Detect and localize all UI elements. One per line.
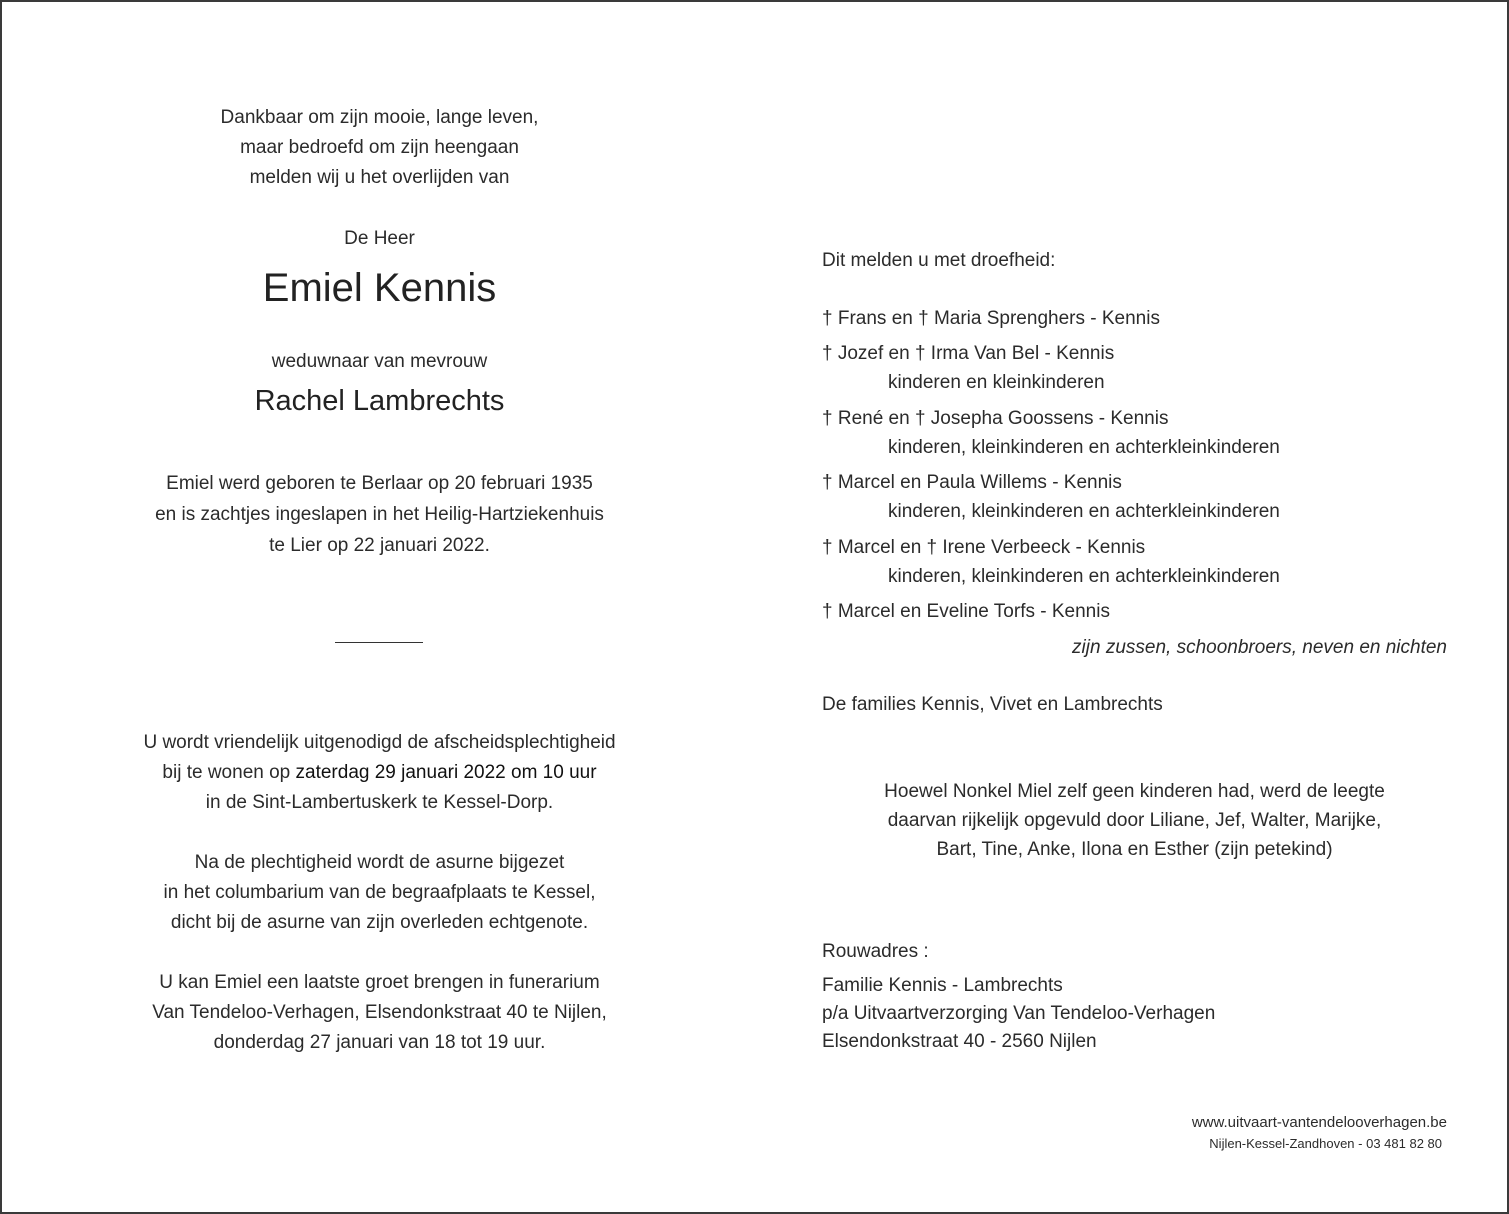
family-line: † Marcel en Paula Willems - Kennis [822,472,1122,493]
intro-line: melden wij u het overlijden van [249,167,510,188]
family-subline: kinderen en kleinkinderen [888,372,1105,393]
address-heading: Rouwadres : [822,941,929,962]
family-subline: kinderen, kleinkinderen en achterkleinkinderen [888,566,1280,587]
invitation-line: in de Sint-Lambertuskerk te Kessel-Dorp. [205,792,554,813]
bio-line: Emiel werd geboren te Berlaar op 20 februari 1935 [166,473,593,494]
tribute-line: Hoewel Nonkel Miel zelf geen kinderen had, werd de leegte [884,781,1385,802]
address-line: Elsendonkstraat 40 - 2560 Nijlen [822,1031,1097,1052]
bio-line: en is zachtjes ingeslapen in het Heilig-Hartziekenhuis [155,504,604,525]
announcers-heading: Dit melden u met droefheid: [822,250,1056,271]
family-line: † Marcel en † Irene Verbeeck - Kennis [822,537,1146,558]
invitation-line [2,761,757,785]
intro-line: maar bedroefd om zijn heengaan [240,137,519,158]
partner-name: Rachel Lambrechts [254,385,505,417]
visit-line: Van Tendeloo-Verhagen, Elsendonkstraat 40 te Nijlen, [152,1002,607,1023]
urn-line: dicht bij de asurne van zijn overleden echtgenote. [170,912,589,933]
ceremony-datetime: zaterdag 29 januari 2022 om 10 uur [295,762,597,783]
invitation-line: U wordt vriendelijk uitgenodigd de afscheidsplechtigheid [143,732,616,753]
family-line: † Jozef en † Irma Van Bel - Kennis [822,343,1115,364]
divider [335,642,423,643]
deceased-name: Emiel Kennis [262,266,497,310]
visit-line: U kan Emiel een laatste groet brengen in funerarium [159,972,600,993]
intro-line: Dankbaar om zijn mooie, lange leven, [220,107,539,128]
relatives-note: zijn zussen, schoonbroers, neven en nichten [1072,637,1447,658]
invitation-prefix: bij te wonen op [162,762,296,783]
visit-line: donderdag 27 januari van 18 tot 19 uur. [213,1032,546,1053]
family-subline: kinderen, kleinkinderen en achterkleinkinderen [888,437,1280,458]
address-line: Familie Kennis - Lambrechts [822,975,1063,996]
tribute-line: Bart, Tine, Anke, Ilona en Esther (zijn petekind) [936,839,1333,860]
urn-line: Na de plechtigheid wordt de asurne bijgezet [194,852,565,873]
family-line: † René en † Josepha Goossens - Kennis [822,408,1169,429]
tribute-line: daarvan rijkelijk opgevuld door Liliane, Jef, Walter, Marijke, [887,810,1382,831]
urn-line: in het columbarium van de begraafplaats te Kessel, [163,882,596,903]
families-line: De families Kennis, Vivet en Lambrechts [822,694,1163,715]
funeral-home-website: www.uitvaart-vantendelooverhagen.be [1191,1114,1447,1131]
address-line: p/a Uitvaartverzorging Van Tendeloo-Verhagen [822,1003,1216,1024]
widower-line: weduwnaar van mevrouw [271,351,488,372]
family-subline: kinderen, kleinkinderen en achterkleinkinderen [888,501,1280,522]
salutation: De Heer [344,228,415,249]
family-line: † Marcel en Eveline Torfs - Kennis [822,601,1110,622]
family-line: † Frans en † Maria Sprenghers - Kennis [822,308,1160,329]
bio-line: te Lier op 22 januari 2022. [269,535,490,556]
funeral-home-contact: Nijlen-Kessel-Zandhoven - 03 481 82 80 [1209,1136,1442,1151]
